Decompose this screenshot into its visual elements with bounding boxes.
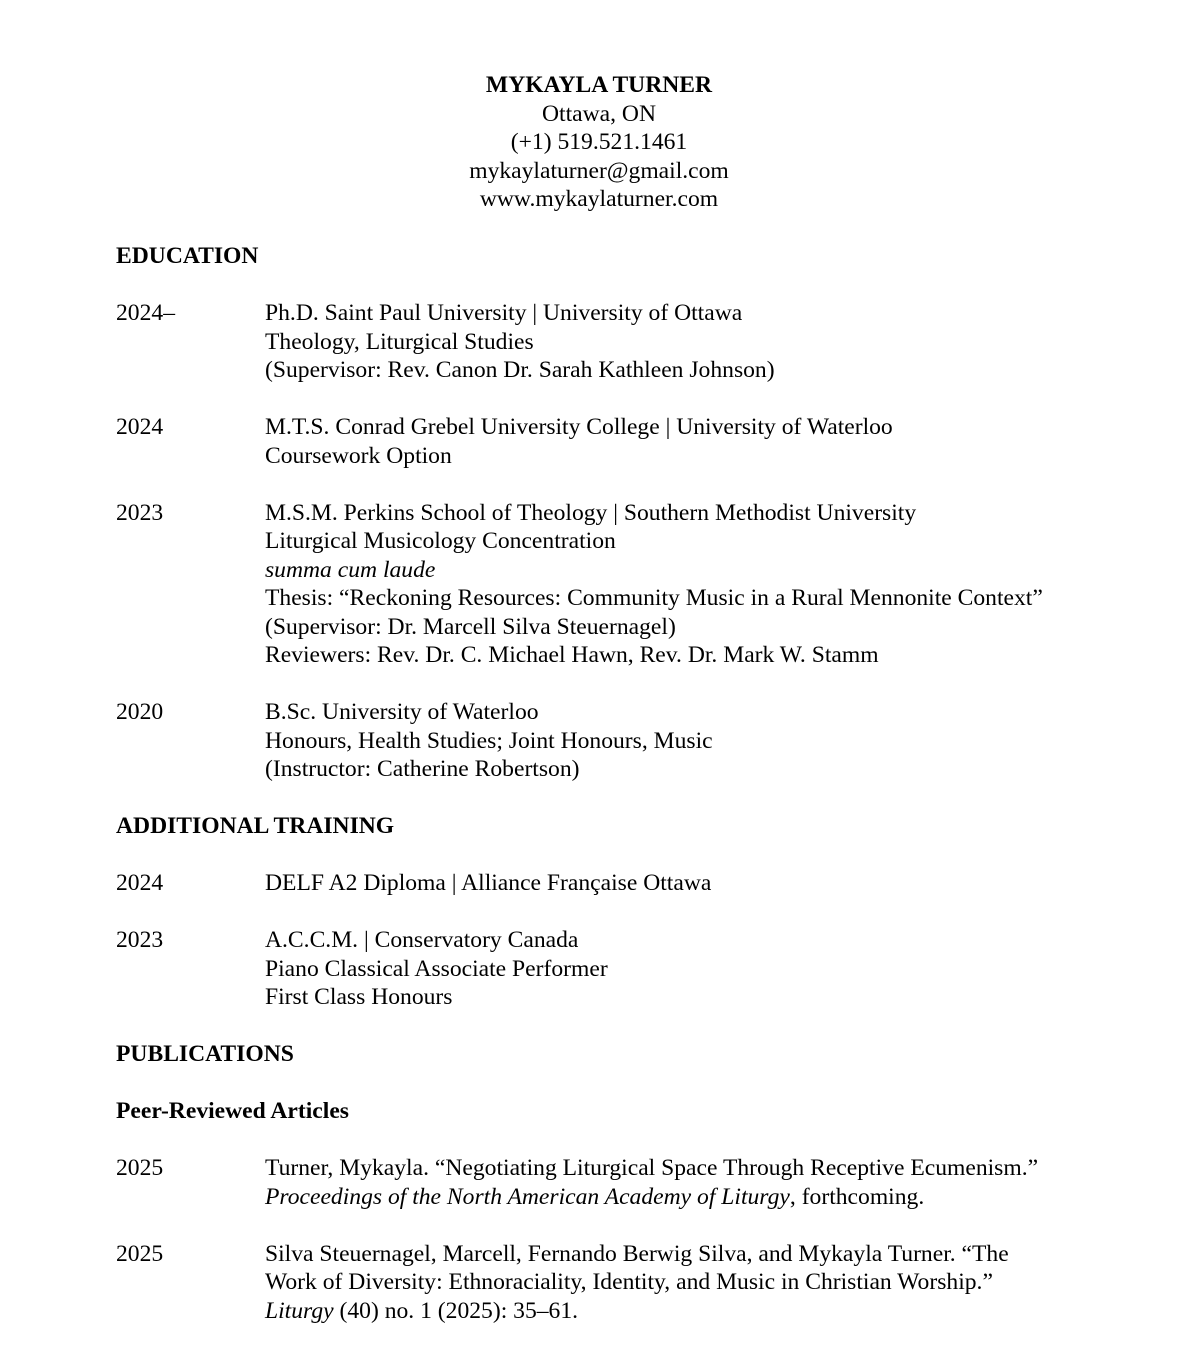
entry-line xyxy=(265,1183,1038,1212)
text: Liturgical Musicology Concentration xyxy=(265,528,616,554)
entry-year: 2024– xyxy=(116,300,175,326)
text: Piano Classical Associate Performer xyxy=(265,955,608,982)
entry-details xyxy=(265,499,1043,670)
text: Honours, Health Studies; Joint Honours, Music xyxy=(265,727,713,754)
entry-line xyxy=(265,869,711,898)
entry-details xyxy=(265,1240,1009,1326)
entry-line xyxy=(265,584,1043,613)
text: Reviewers: Rev. Dr. C. Michael Hawn, Rev. Dr. Mark W. Stamm xyxy=(265,642,879,668)
entry-line xyxy=(265,983,608,1012)
cv-section xyxy=(116,812,1190,1012)
text: Thesis: “Reckoning Resources: Community Music in a Rural Mennonite Context” xyxy=(265,585,1043,611)
italic-text: Liturgy xyxy=(265,1297,334,1324)
cv-entry xyxy=(116,1240,1190,1326)
entry-year: 2024 xyxy=(116,414,164,440)
text: (40) no. 1 (2025): 35–61. xyxy=(333,1297,579,1324)
entry-line xyxy=(265,499,1043,528)
cv-entry xyxy=(116,299,1190,385)
subsection-title: Peer-Reviewed Articles xyxy=(116,1098,349,1124)
section-title: EDUCATION xyxy=(116,243,259,269)
cv-entry xyxy=(116,1154,1190,1211)
text: M.T.S. Conrad Grebel University College | University of Waterloo xyxy=(265,414,893,440)
text: Ph.D. Saint Paul University | University of Ottawa xyxy=(265,300,743,326)
cv-header xyxy=(116,71,1190,214)
text: DELF A2 Diploma | Alliance Française Ottawa xyxy=(265,870,712,896)
cv-location: Ottawa, ON xyxy=(541,100,656,127)
entry-year: 2025 xyxy=(116,1240,164,1267)
cv-section xyxy=(116,242,1190,784)
cv-section xyxy=(116,1040,1190,1325)
entry-year: 2023 xyxy=(116,927,164,953)
text: B.Sc. University of Waterloo xyxy=(265,699,539,725)
entry-line xyxy=(265,413,893,442)
italic-text: summa cum laude xyxy=(265,556,436,583)
text: , forthcoming. xyxy=(789,1183,925,1210)
cv-entry xyxy=(116,413,1190,470)
text: Theology, Liturgical Studies xyxy=(265,328,534,355)
entry-details xyxy=(265,413,893,470)
cv-entry xyxy=(116,698,1190,784)
cv-entry xyxy=(116,499,1190,670)
entry-line xyxy=(265,1297,1009,1326)
entry-line xyxy=(265,356,775,385)
entry-line xyxy=(265,1154,1038,1183)
text: (Supervisor: Rev. Canon Dr. Sarah Kathleen Johnson) xyxy=(265,357,775,383)
italic-text: Proceedings of the North American Academy of Liturgy xyxy=(265,1183,790,1210)
entry-line xyxy=(265,1240,1009,1269)
entry-details xyxy=(265,1154,1038,1211)
cv-name: MYKAYLA TURNER xyxy=(485,72,713,98)
cv-entry xyxy=(116,926,1190,1012)
entry-line xyxy=(265,299,775,328)
entry-line xyxy=(265,328,775,357)
entry-line xyxy=(265,955,608,984)
cv-email: mykaylaturner@gmail.com xyxy=(469,157,729,184)
cv-entry xyxy=(116,869,1190,898)
text: Work of Diversity: Ethnoraciality, Identity, and Music in Christian Worship.” xyxy=(265,1269,993,1295)
entry-line xyxy=(265,641,1043,670)
text: First Class Honours xyxy=(265,984,453,1010)
entry-year: 2025 xyxy=(116,1155,164,1181)
cv-phone: (+1) 519.521.1461 xyxy=(510,129,688,155)
entry-line xyxy=(265,727,713,756)
text: Turner, Mykayla. “Negotiating Liturgical Space Through Receptive Ecumenism.” xyxy=(265,1155,1039,1181)
entry-year: 2020 xyxy=(116,699,164,725)
entry-line xyxy=(265,755,713,784)
text: A.C.C.M. | Conservatory Canada xyxy=(265,927,579,953)
entry-line xyxy=(265,556,1043,585)
entry-line xyxy=(265,698,713,727)
text: Coursework Option xyxy=(265,442,452,469)
entry-details xyxy=(265,698,713,784)
cv-sections xyxy=(116,242,1190,1325)
entry-line xyxy=(265,527,1043,556)
text: Silva Steuernagel, Marcell, Fernando Berwig Silva, and Mykayla Turner. “The xyxy=(265,1240,1009,1267)
entry-line xyxy=(265,442,893,471)
entry-details xyxy=(265,299,775,385)
cv-website: www.mykaylaturner.com xyxy=(479,186,719,212)
entry-details xyxy=(265,869,711,898)
entry-year: 2024 xyxy=(116,870,164,896)
section-title: PUBLICATIONS xyxy=(116,1041,294,1067)
text: (Instructor: Catherine Robertson) xyxy=(265,756,580,782)
entry-line xyxy=(265,1268,1009,1297)
text: M.S.M. Perkins School of Theology | Southern Methodist University xyxy=(265,499,917,526)
section-title: ADDITIONAL TRAINING xyxy=(116,813,395,839)
entry-line xyxy=(265,926,608,955)
entry-details xyxy=(265,926,608,1012)
entry-line xyxy=(265,613,1043,642)
entry-year: 2023 xyxy=(116,499,164,526)
text: (Supervisor: Dr. Marcell Silva Steuernagel) xyxy=(265,613,676,640)
